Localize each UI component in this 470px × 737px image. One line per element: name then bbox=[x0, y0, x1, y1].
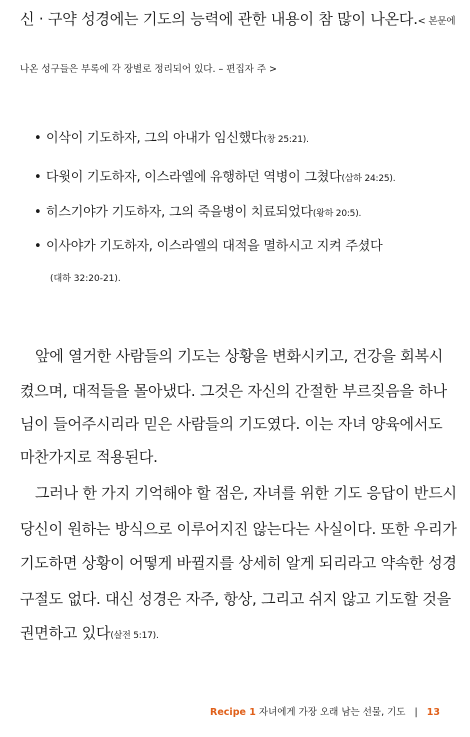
bullet-dot: • bbox=[34, 239, 42, 254]
paragraph-line: 님이 들어주시리라 믿은 사람들의 기도였다. 이는 자녀 양육에서도 bbox=[20, 415, 443, 433]
bullet-item bbox=[34, 166, 395, 185]
bullet-dot: • bbox=[34, 170, 42, 185]
intro-line-1 bbox=[20, 8, 455, 29]
bullet-reference: (왕하 20:5). bbox=[312, 209, 362, 219]
intro-text: 신 · 구약 성경에는 기도의 능력에 관한 내용이 참 많이 나온다. bbox=[20, 10, 418, 28]
bullet-reference: (삼하 24:25). bbox=[341, 174, 396, 184]
paragraph-line: 켰으며, 대적들을 몰아냈다. 그것은 자신의 간절한 부르짖음을 하나 bbox=[20, 382, 447, 400]
paragraph-line bbox=[20, 622, 159, 643]
bullet-reference: (창 25:21). bbox=[263, 135, 309, 145]
paragraph-text: 권면하고 있다 bbox=[20, 624, 111, 642]
page-footer bbox=[210, 704, 440, 718]
verse-reference: (살전 5:17). bbox=[110, 631, 159, 641]
bullet-text: 이삭이 기도하자, 그의 아내가 임신했다 bbox=[46, 131, 264, 146]
bullet-item bbox=[34, 235, 382, 254]
paragraph-line: 마찬가지로 적용된다. bbox=[20, 448, 158, 466]
bullet-text: 이사야가 기도하자, 이스라엘의 대적을 멸하시고 지켜 주셨다 bbox=[46, 239, 383, 254]
bullet-reference: (대하 32:20-21). bbox=[50, 274, 121, 284]
footer-separator: | bbox=[414, 707, 418, 718]
paragraph-line: 그러나 한 가지 기억해야 할 점은, 자녀를 위한 기도 응답이 반드시 bbox=[35, 484, 457, 502]
bullet-dot: • bbox=[34, 131, 42, 146]
bullet-item bbox=[34, 201, 361, 220]
footer-chapter-title: 자녀에게 가장 오래 남는 선물, 기도 bbox=[258, 707, 406, 718]
bullet-text: 히스기야가 기도하자, 그의 죽을병이 치료되었다 bbox=[46, 205, 313, 220]
editor-note: 나온 성구들은 부록에 각 장별로 정리되어 있다. – 편집자 주 > bbox=[20, 64, 277, 75]
bullet-item bbox=[34, 127, 309, 146]
paragraph-line: 기도하면 상황이 어떻게 바뀔지를 상세히 알게 되리라고 약속한 성경 bbox=[20, 554, 457, 572]
editor-note-start: < 본문에 bbox=[417, 16, 456, 27]
bullet-text: 다윗이 기도하자, 이스라엘에 유행하던 역병이 그쳤다 bbox=[46, 170, 342, 185]
bullet-dot: • bbox=[34, 205, 42, 220]
paragraph-line: 구절도 없다. 대신 성경은 자주, 항상, 그리고 쉬지 않고 기도할 것을 bbox=[20, 590, 451, 608]
footer-recipe-label: Recipe 1 bbox=[210, 707, 256, 718]
page-number: 13 bbox=[426, 707, 440, 718]
paragraph-line: 당신이 원하는 방식으로 이루어지진 않는다는 사실이다. 또한 우리가 bbox=[20, 520, 457, 538]
paragraph-line: 앞에 열거한 사람들의 기도는 상황을 변화시키고, 건강을 회복시 bbox=[35, 347, 444, 365]
